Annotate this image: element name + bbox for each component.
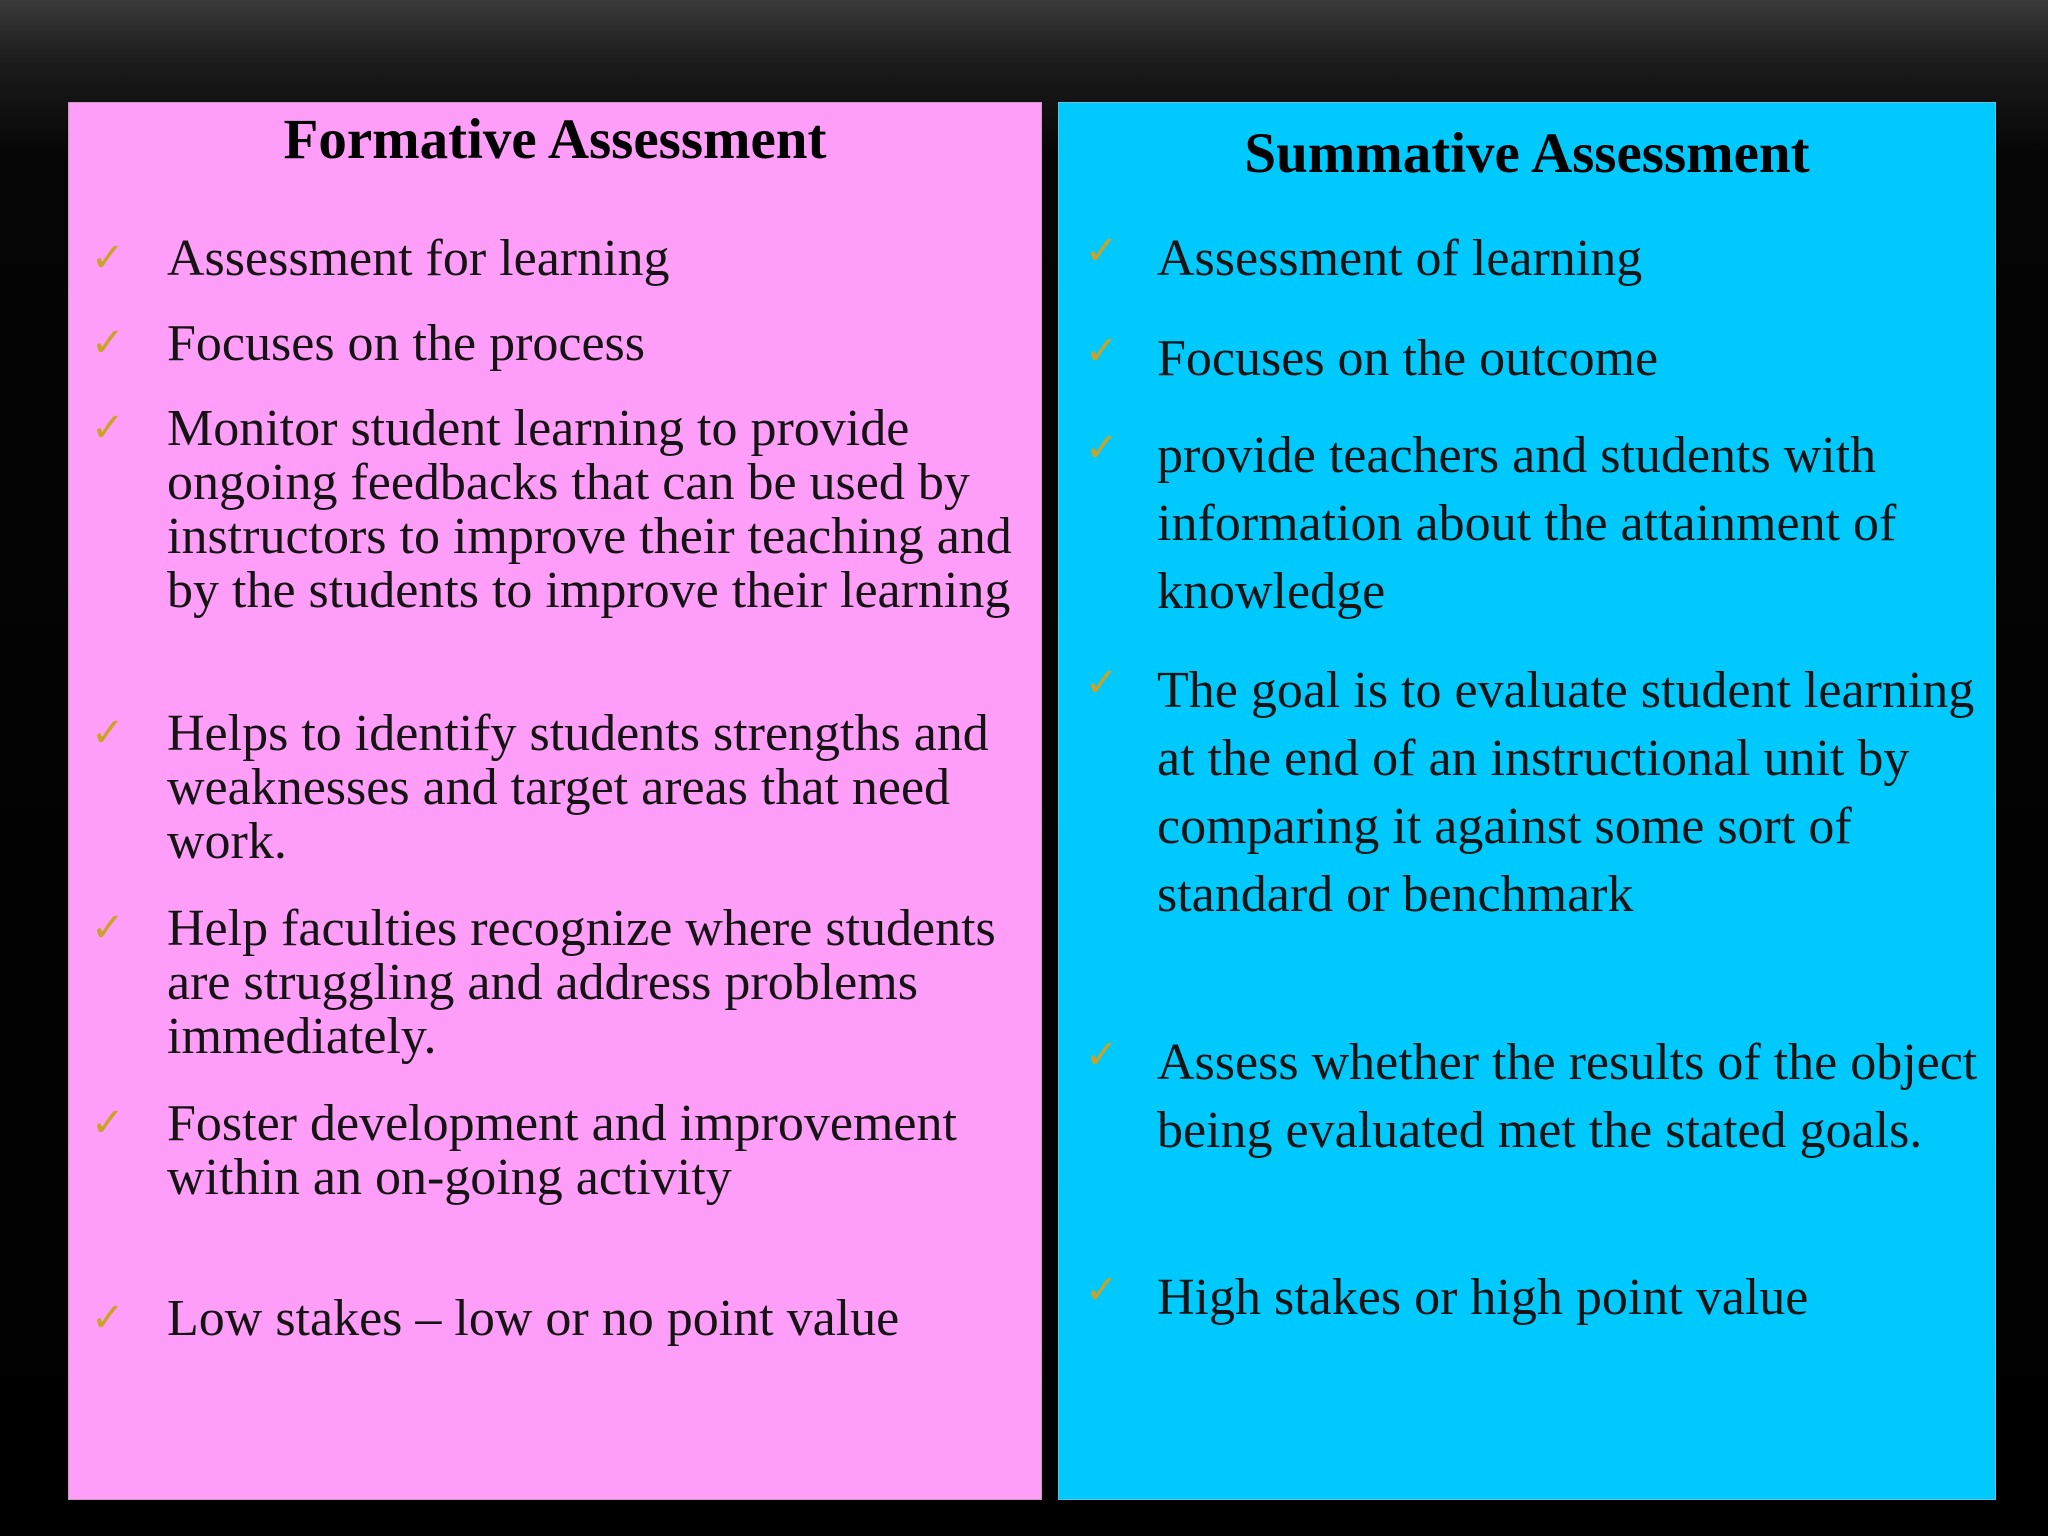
check-icon: ✓ xyxy=(91,320,125,366)
formative-panel xyxy=(68,102,1042,1500)
check-icon: ✓ xyxy=(91,1295,125,1341)
list-item-text: High stakes or high point value xyxy=(1157,1269,1809,1326)
list-item-text: Monitor student learning to provide ongoing feedbacks that can be used by instructors to improve their teaching and by the students to improve their learning xyxy=(167,400,1012,619)
check-icon: ✓ xyxy=(1085,1267,1119,1313)
check-icon: ✓ xyxy=(1085,660,1119,706)
formative-title: Formative Assessment xyxy=(283,108,827,171)
list-item-text: Low stakes – low or no point value xyxy=(167,1290,900,1347)
check-icon: ✓ xyxy=(1085,1032,1119,1078)
check-icon: ✓ xyxy=(91,235,125,281)
list-item-text: Helps to identify students strengths and weaknesses and target areas that need work. xyxy=(167,705,989,870)
check-icon: ✓ xyxy=(1085,425,1119,471)
summative-panel xyxy=(1058,102,1996,1500)
list-item-text: Foster development and improvement within an on-going activity xyxy=(167,1095,957,1206)
check-icon: ✓ xyxy=(1085,228,1119,274)
list-item-text: Focuses on the outcome xyxy=(1157,330,1659,387)
check-icon: ✓ xyxy=(91,710,125,756)
list-item-text: Assessment for learning xyxy=(167,230,670,287)
list-item-text: Assess whether the results of the object being evaluated met the stated goals. xyxy=(1157,1034,1978,1159)
check-icon: ✓ xyxy=(91,1100,125,1146)
list-item-text: Focuses on the process xyxy=(167,315,646,372)
check-icon: ✓ xyxy=(1085,328,1119,374)
list-item-text: Help faculties recognize where students are struggling and address problems immediately. xyxy=(167,900,996,1065)
list-item-text: Assessment of learning xyxy=(1157,230,1643,287)
list-item-text: provide teachers and students with information about the attainment of knowledge xyxy=(1157,427,1897,620)
check-icon: ✓ xyxy=(91,905,125,951)
summative-title: Summative Assessment xyxy=(1244,122,1810,185)
list-item-text: The goal is to evaluate student learning at the end of an instructional unit by comparing it against some sort of standard or benchmark xyxy=(1157,662,1975,923)
check-icon: ✓ xyxy=(91,405,125,451)
